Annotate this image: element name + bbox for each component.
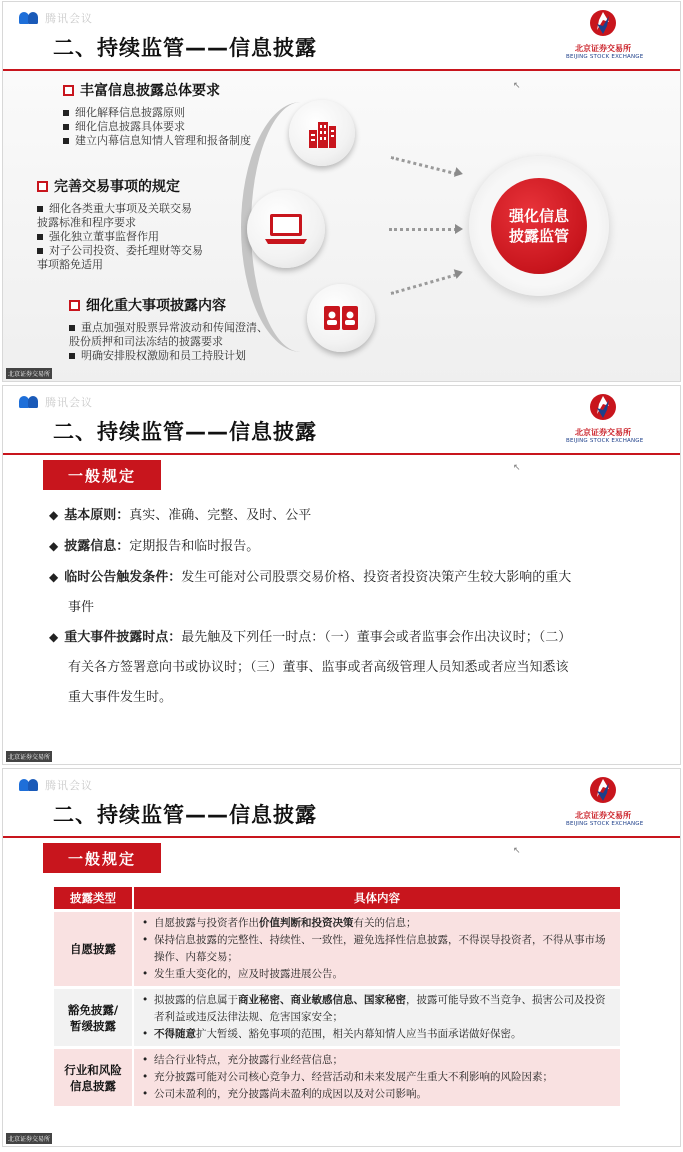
list-item: • 发生重大变化的，应及时披露进展公告。 (142, 968, 343, 980)
list-item: • 充分披露可能对公司核心竞争力、经营活动和未来发展产生重大不利影响的风险因素； (142, 1071, 553, 1083)
meeting-watermark (19, 394, 93, 410)
table-cell-content (134, 912, 620, 986)
section-major-events (69, 295, 268, 363)
bullet-item: 事项豁免适用 (37, 258, 103, 271)
mouse-cursor-icon: ↖ (513, 463, 521, 473)
bullet-item: 股份质押和司法冻结的披露要求 (69, 335, 223, 348)
center-label-line-1: 强化信息 (508, 207, 569, 225)
slide-header (3, 769, 680, 837)
list-item: • 结合行业特点，充分披露行业经营信息； (142, 1054, 343, 1066)
building-icon (289, 100, 355, 166)
arrowhead-icon (455, 224, 463, 234)
logo-en-text: BEIJING STOCK EXCHANGE (566, 54, 644, 60)
bullet-item: 披露标准和程序要求 (37, 216, 136, 229)
tencent-meeting-logo-icon (19, 779, 41, 791)
bullet-item: 明确安排股权激励和员工持股计划 (69, 349, 268, 363)
logo-cn-text: 北京证券交易所 (575, 428, 631, 437)
tencent-meeting-logo-icon (19, 12, 41, 24)
slide-header (3, 2, 680, 70)
table-row (54, 989, 620, 1046)
bullet-item: 细化解释信息披露原则 (63, 106, 251, 120)
logo-cn-text: 北京证券交易所 (575, 44, 631, 53)
logo-en-text: BEIJING STOCK EXCHANGE (566, 821, 644, 827)
table-row (54, 1049, 620, 1106)
mouse-cursor-icon: ↖ (513, 846, 521, 856)
center-label-line-2: 披露监管 (508, 227, 569, 245)
bullet-item: 细化各类重大事项及关联交易 (37, 202, 203, 216)
section-badge: 一般规定 (43, 843, 161, 873)
table-cell-content (134, 1049, 620, 1106)
footer-tag: 北京证券交易所 (6, 368, 52, 379)
slide-title: 二、持续监管——信息披露 (53, 36, 317, 60)
diamond-bullet-icon: ◆ (49, 508, 59, 522)
rule-disclosure-info: ◆ 披露信息：定期报告和临时报告。 (49, 531, 639, 562)
slide-1 (2, 1, 681, 382)
dotted-arrow (389, 228, 457, 231)
checkbox-icon (37, 181, 48, 192)
bullet-item: 细化信息披露具体要求 (63, 120, 251, 134)
bullet-item: 重点加强对股票异常波动和传闻澄清、 (69, 321, 268, 335)
header-divider (3, 453, 680, 455)
list-item: • 公司未盈利的，充分披露尚未盈利的成因以及对公司影响。 (142, 1088, 427, 1100)
footer-tag: 北京证券交易所 (6, 1133, 52, 1144)
table-cell-type: 自愿披露 (54, 912, 132, 986)
meeting-watermark (19, 10, 93, 26)
bse-logo (566, 775, 644, 827)
bullet-item: 建立内幕信息知情人管理和报备制度 (63, 134, 251, 148)
bse-emblem-icon (588, 392, 618, 422)
watermark-text: 腾讯会议 (45, 779, 93, 792)
slide-3 (2, 768, 681, 1147)
diamond-bullet-icon: ◆ (49, 570, 59, 584)
section-disclosure-requirements (63, 80, 251, 148)
laptop-icon (247, 190, 325, 268)
checkbox-icon (63, 85, 74, 96)
rule-disclosure-timing: ◆ 重大事件披露时点：最先触及下列任一时点：（一）董事会或者监事会作出决议时；（二） 有关各方签署意向书或协议时；（三）董事、监事或者高级管理人员知悉或者应当知悉该 重大事件发生时。 (49, 622, 639, 713)
checkbox-icon (69, 300, 80, 311)
slide-title: 二、持续监管——信息披露 (53, 420, 317, 444)
section-heading: 丰富信息披露总体要求 (80, 83, 220, 99)
diamond-bullet-icon: ◆ (49, 539, 59, 553)
list-item: • 不得随意扩大暂缓、豁免事项的范围，相关内幕知情人应当书面承诺做好保密。 (142, 1028, 522, 1040)
rule-trigger-conditions: ◆ 临时公告触发条件：发生可能对公司股票交易价格、投资者投资决策产生较大影响的重大 事件 (49, 562, 639, 623)
section-transaction-rules (37, 176, 203, 272)
list-item: • 保持信息披露的完整性、持续性、一致性，避免选择性信息披露，不得误导投资者，不得从事市场操作、内幕交易； (142, 934, 606, 963)
slide-title: 二、持续监管——信息披露 (53, 803, 317, 827)
tencent-meeting-logo-icon (19, 396, 41, 408)
list-item: • 自愿披露与投资者作出价值判断和投资决策有关的信息； (142, 917, 417, 929)
rule-basic-principle: ◆ 基本原则：真实、准确、完整、及时、公平 (49, 500, 639, 531)
meeting-watermark (19, 777, 93, 793)
bse-logo (566, 392, 644, 444)
logo-cn-text: 北京证券交易所 (575, 811, 631, 820)
slide-2 (2, 385, 681, 765)
id-card-icon (307, 284, 375, 352)
table-cell-type: 行业和风险信息披露 (54, 1049, 132, 1106)
bse-logo (566, 8, 644, 60)
header-divider (3, 836, 680, 838)
watermark-text: 腾讯会议 (45, 12, 93, 25)
bse-emblem-icon (588, 775, 618, 805)
disclosure-table (54, 887, 620, 1106)
list-item: • 拟披露的信息属于商业秘密、商业敏感信息、国家秘密，披露可能导致不当竞争、损害公司及投资者利益或违反法律法规、危害国家安全； (142, 994, 606, 1023)
section-heading: 完善交易事项的规定 (54, 179, 180, 195)
watermark-text: 腾讯会议 (45, 396, 93, 409)
table-row (54, 912, 620, 986)
footer-tag: 北京证券交易所 (6, 751, 52, 762)
section-heading: 细化重大事项披露内容 (86, 298, 226, 314)
table-cell-type: 豁免披露/暂缓披露 (54, 989, 132, 1046)
bullet-item: 对子公司投资、委托理财等交易 (37, 244, 203, 258)
table-header-type: 披露类型 (54, 887, 132, 909)
slide-header (3, 386, 680, 454)
table-header-row (54, 887, 620, 909)
mouse-cursor-icon: ↖ (513, 81, 521, 91)
section-badge: 一般规定 (43, 460, 161, 490)
bullet-item: 强化独立董事监督作用 (37, 230, 203, 244)
diamond-bullet-icon: ◆ (49, 630, 59, 644)
table-cell-content (134, 989, 620, 1046)
bse-emblem-icon (588, 8, 618, 38)
table-header-content: 具体内容 (134, 887, 620, 909)
logo-en-text: BEIJING STOCK EXCHANGE (566, 438, 644, 444)
center-label-circle (491, 178, 587, 274)
